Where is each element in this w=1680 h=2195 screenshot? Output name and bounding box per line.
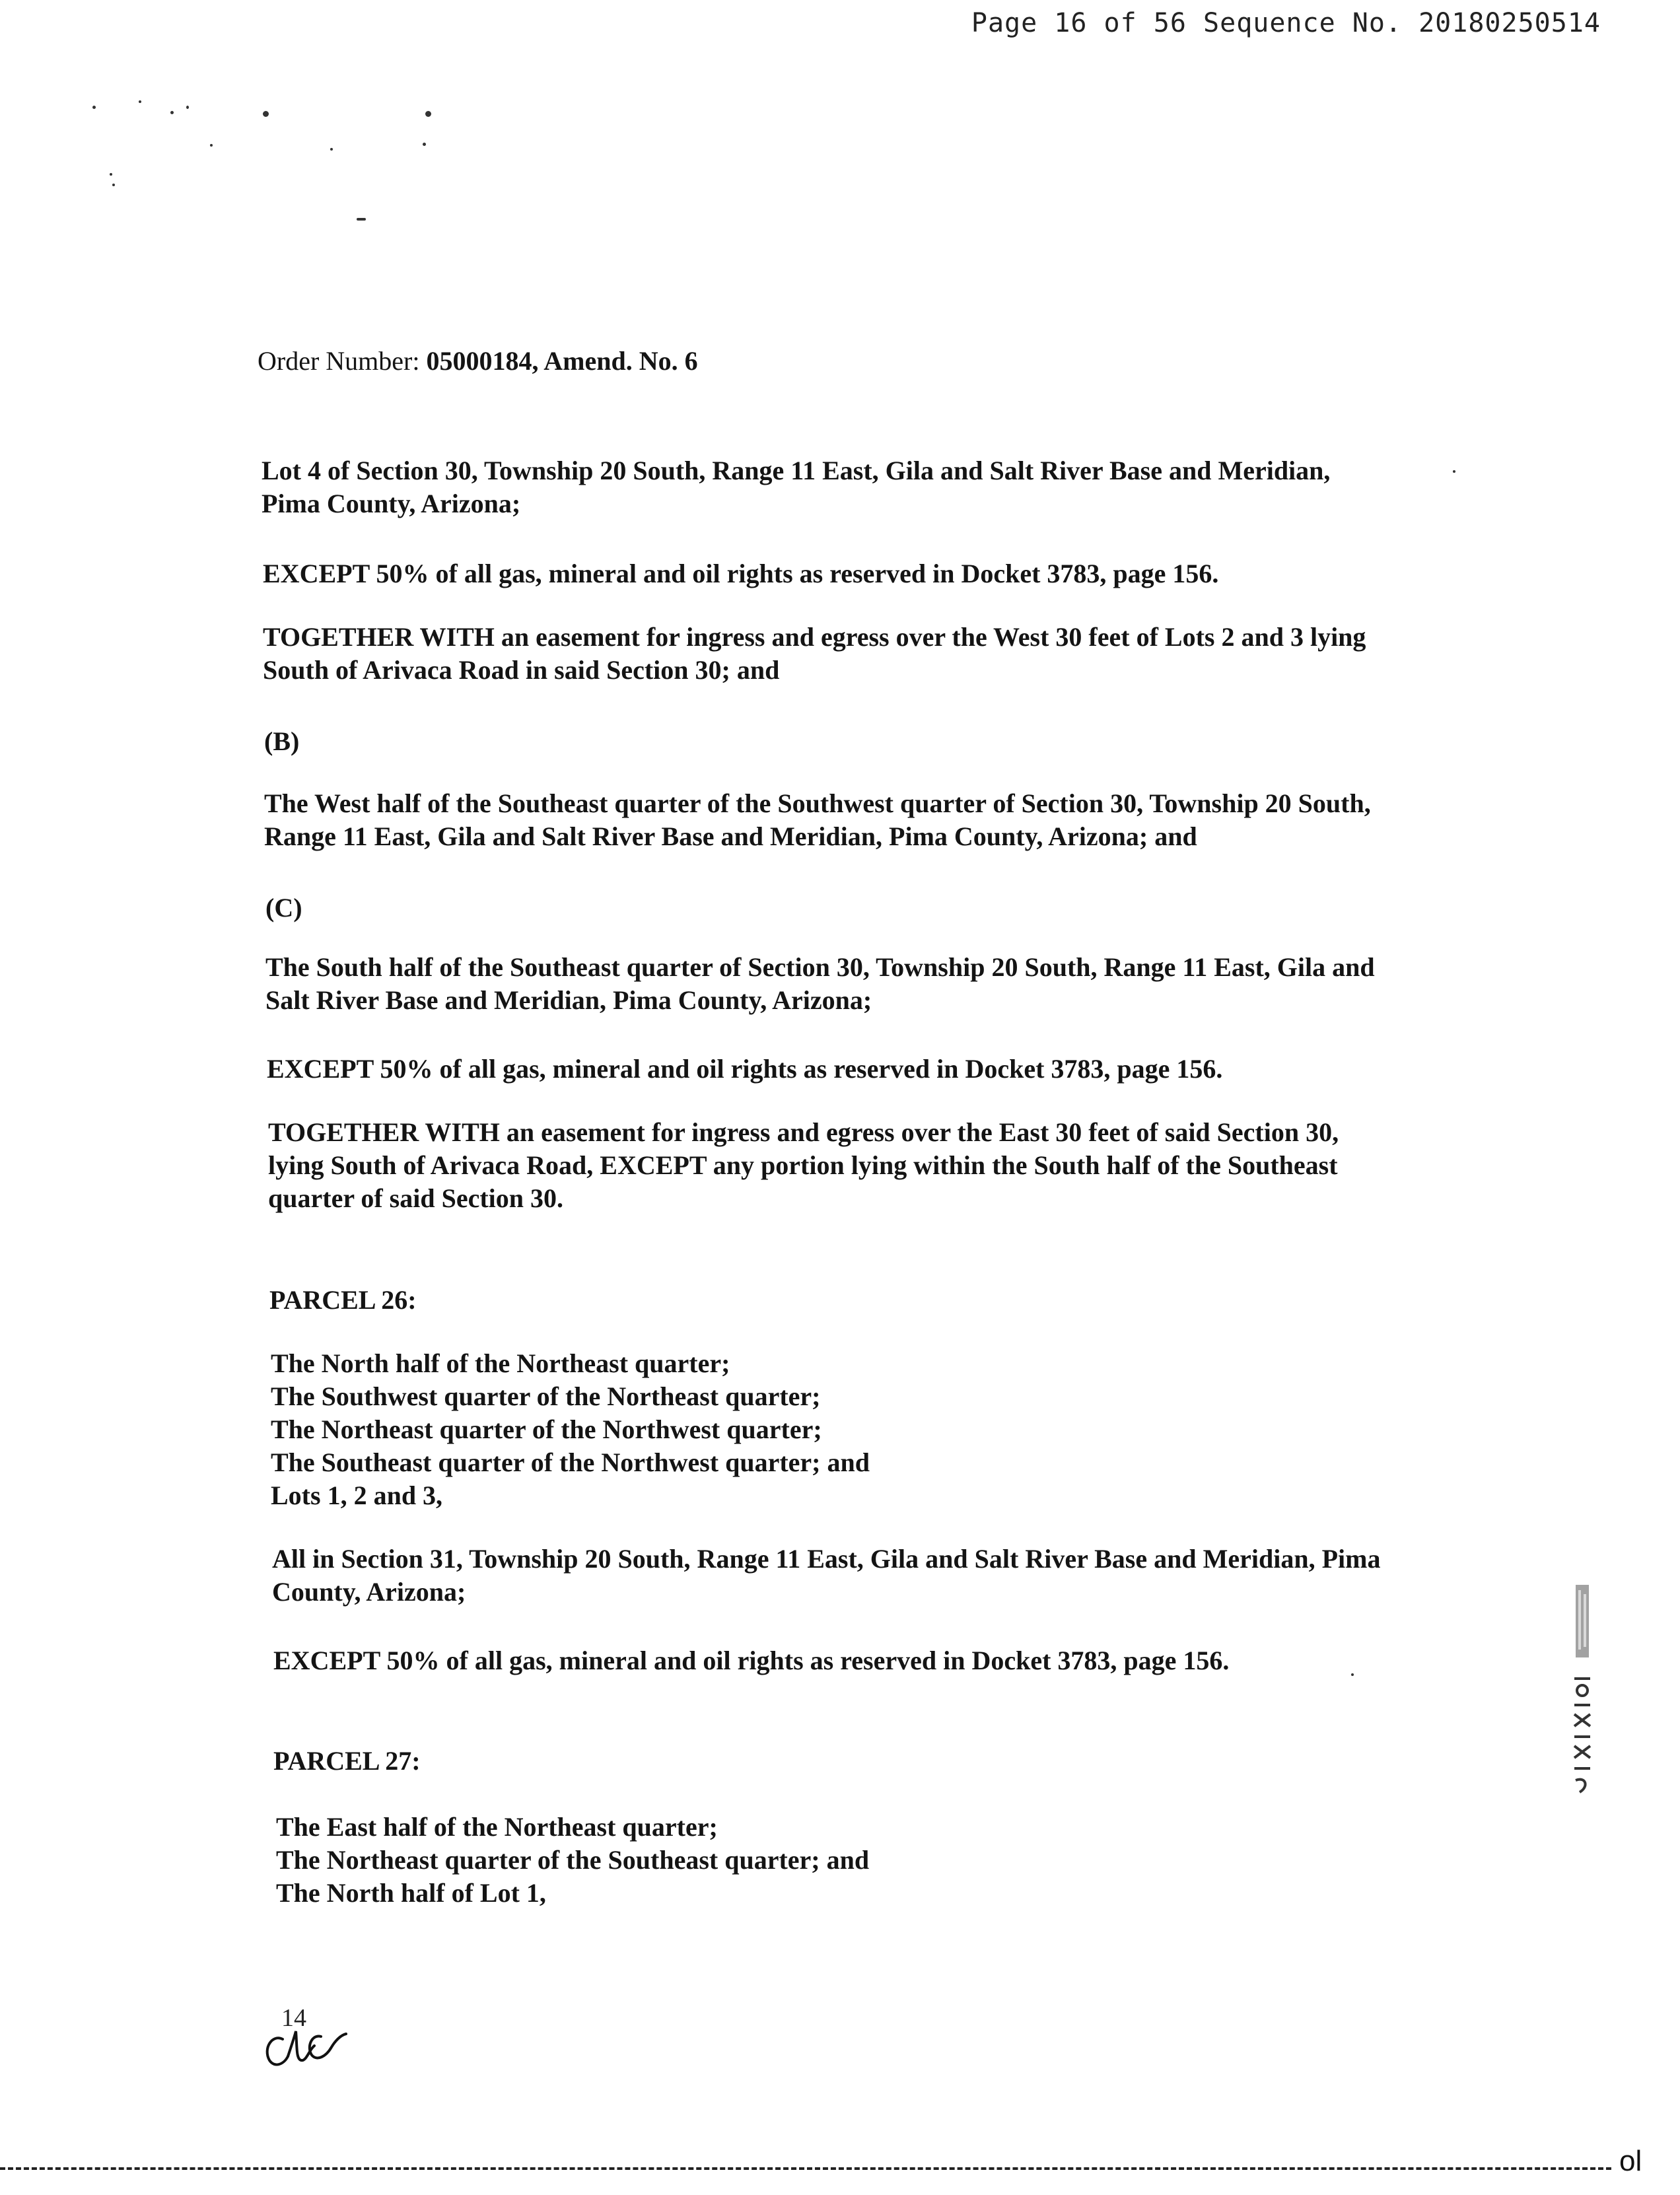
list-item: The Southeast quarter of the Northwest quarter; and <box>271 1447 870 1477</box>
text-line: TOGETHER WITH an easement for ingress and egress over the West 30 feet of Lots 2 and 3 lying <box>263 622 1366 652</box>
section-c-easement <box>268 1116 1339 1215</box>
section-c-description <box>265 951 1375 1017</box>
section-b-description <box>264 787 1371 853</box>
parcel-26-except-clause: EXCEPT 50% of all gas, mineral and oil rights as reserved in Docket 3783, page 156. <box>273 1646 1230 1675</box>
handwritten-initials <box>258 2007 350 2073</box>
text-line: lying South of Arivaca Road, EXCEPT any portion lying within the South half of the Southeast <box>268 1150 1338 1180</box>
text-line: Range 11 East, Gila and Salt River Base and Meridian, Pima County, Arizona; and <box>264 821 1197 851</box>
text-line: The South half of the Southeast quarter of Section 30, Township 20 South, Range 11 East, Gila and <box>265 952 1375 982</box>
parcel-27-list <box>276 1811 869 1910</box>
order-number-line <box>258 345 698 378</box>
list-item: The Northeast quarter of the Southeast quarter; and <box>276 1845 870 1875</box>
list-item: The Northeast quarter of the Northwest quarter; <box>271 1414 822 1444</box>
corner-mark: ol <box>1619 2145 1642 2177</box>
text-line: All in Section 31, Township 20 South, Range 11 East, Gila and Salt River Base and Meridian, Pima <box>272 1544 1381 1574</box>
text-line: quarter of said Section 30. <box>268 1183 564 1213</box>
order-number-label: Order Number: <box>258 346 420 376</box>
parcel-27-heading: PARCEL 27: <box>273 1746 421 1776</box>
list-item: The East half of the Northeast quarter; <box>276 1812 718 1842</box>
section-b-label: (B) <box>264 726 300 756</box>
page-sequence-header: Page 16 of 56 Sequence No. 20180250514 <box>971 8 1601 38</box>
section-c-except-clause: EXCEPT 50% of all gas, mineral and oil rights as reserved in Docket 3783, page 156. <box>267 1054 1223 1084</box>
list-item: The Southwest quarter of the Northeast quarter; <box>271 1381 821 1411</box>
list-item: Lots 1, 2 and 3, <box>271 1481 443 1510</box>
parcel-26-heading: PARCEL 26: <box>269 1285 417 1315</box>
section-a-except-clause: EXCEPT 50% of all gas, mineral and oil rights as reserved in Docket 3783, page 156. <box>263 559 1219 588</box>
text-line: The West half of the Southeast quarter of the Southwest quarter of Section 30, Township 20 South, <box>264 788 1371 818</box>
parcel-26-list <box>271 1347 870 1512</box>
order-number-value: 05000184, Amend. No. 6 <box>426 346 698 376</box>
text-line: County, Arizona; <box>272 1577 466 1607</box>
text-line: TOGETHER WITH an easement for ingress and egress over the East 30 feet of said Section 30, <box>268 1117 1339 1147</box>
parcel-26-location <box>272 1543 1380 1609</box>
list-item: The North half of Lot 1, <box>276 1878 546 1908</box>
section-a-lot-description <box>262 454 1330 520</box>
text-line: South of Arivaca Road in said Section 30; and <box>263 655 780 685</box>
side-recording-stamp <box>1566 1585 1598 1849</box>
list-item: The North half of the Northeast quarter; <box>271 1348 730 1378</box>
text-line: Salt River Base and Meridian, Pima County, Arizona; <box>265 985 872 1015</box>
section-a-easement <box>263 621 1366 687</box>
text-line: Lot 4 of Section 30, Township 20 South, Range 11 East, Gila and Salt River Base and Meridian, <box>262 456 1331 485</box>
section-c-label: (C) <box>265 893 302 923</box>
page-number: 14 <box>281 2004 306 2032</box>
text-line: Pima County, Arizona; <box>262 489 521 518</box>
bottom-divider <box>0 2167 1611 2170</box>
